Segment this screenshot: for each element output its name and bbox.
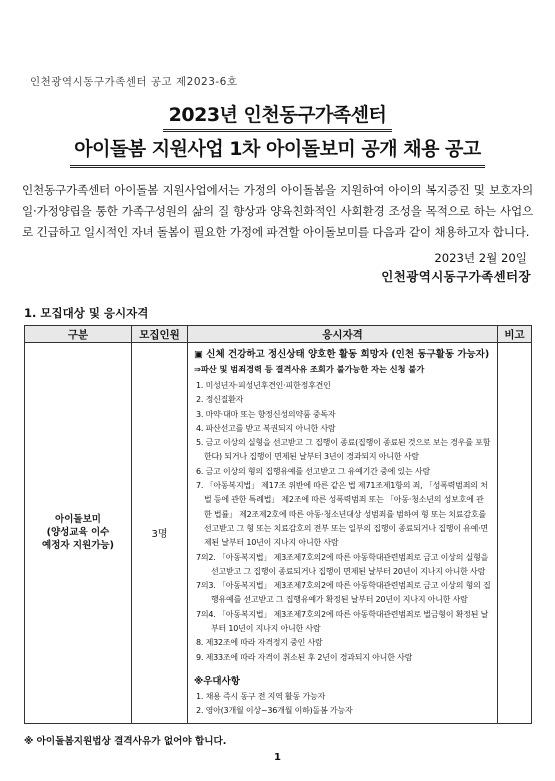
qualification-heading: ▣ 신체 건강하고 정신상태 양호한 활동 희망자 (인천 동구활동 가능자) — [194, 349, 490, 360]
list-item: 6. 금고 이상의 형의 집행유예를 선고받고 그 유예기간 중에 있는 사람 — [196, 466, 430, 476]
list-item: 9. 제33조에 따라 자격이 취소된 후 2년이 경과되지 아니한 사람 — [196, 652, 413, 662]
preference-item: 2. 영아(3개월 이상~36개월 이하)돌봄 가능자 — [196, 706, 353, 716]
category-cell — [25, 343, 132, 724]
list-item: 8. 제32조에 따라 자격정지 중인 사람 — [196, 638, 323, 648]
category-line1: 아이돌보미 — [55, 514, 101, 526]
table-header-row — [25, 326, 532, 343]
page-title-line1-text: 2023년 인천동구가족센터 — [163, 104, 393, 132]
list-item: 2. 정신질환자 — [196, 395, 244, 405]
preference-item: 1. 채용 즉시 동구 전 지역 활동 가능자 — [196, 691, 326, 701]
remarks-cell — [498, 343, 532, 724]
list-item: 7의2. 「아동복지법」 제3조제7호의2에 따른 아동학대관련범죄로 금고 이상의 실형을 선고받고 그 집행이 종료되거나 집행이 면제된 날부터 20년이 지나지 아니한 사람 — [196, 552, 489, 576]
list-item: 7의3. 「아동복지법」 제3조제7호의2에 따른 아동학대관련범죄로 금고 이상의 형의 집행유예를 선고받고 그 집행유예가 확정된 날부터 20년이 지나지 아니한 사람 — [196, 581, 491, 605]
header-category: 구분 — [25, 326, 132, 343]
preference-heading: ※우대사항 — [194, 675, 240, 687]
header-count: 모집인원 — [132, 326, 188, 343]
header-qualification: 응시자격 — [188, 326, 498, 343]
section-title: 1. 모집대상 및 응시자격 — [24, 306, 149, 320]
list-item: 5. 금고 이상의 실형을 선고받고 그 집행이 종료(집행이 종료된 것으로 보는 경우를 포함한다) 되거나 집행이 면제된 날부터 3년이 경과되지 아니한 사람 — [196, 438, 491, 462]
qualification-subheading: ⇒파산 및 범죄경력 등 결격사유 조회가 불가능한 자는 신청 불가 — [194, 364, 425, 374]
announcement-date: 2023년 2월 20일 — [434, 251, 527, 265]
header-remarks: 비고 — [498, 326, 532, 343]
list-item: 4. 파산선고를 받고 복권되지 아니한 사람 — [196, 423, 336, 433]
page-title-line2: 아이돌봄 지원사업 1차 아이돌보미 공개 채용 공고 — [70, 134, 485, 168]
organization-signature: 인천광역시동구가족센터장 — [381, 269, 531, 284]
category-line2: (양성교육 이수 — [46, 527, 110, 539]
category-line3: 예정자 지원가능) — [42, 540, 114, 552]
list-item: 3. 마약·대마 또는 향정신성의약품 중독자 — [196, 409, 336, 419]
page-title-line1 — [0, 100, 555, 127]
qualification-cell — [188, 343, 498, 724]
intro-paragraph: 인천동구가족센터 아이돌봄 지원사업에서는 가정의 아이돌봄을 지원하여 아이의 복지증진 및 보호자의 일·가정양립을 통한 가족구성원의 삶의 질 향상과 양육친화적인 사회환경 조성을 목적으로 하는 사업으로 긴급하고 일시적인 자녀 돌봄이 필요한 가정에 파견할 아이돌보미를 다음과 같이 채용하고자 합니다. — [22, 183, 533, 239]
list-item: 1. 미성년자·피성년후견인·피한정후견인 — [196, 381, 331, 390]
recruitment-table — [24, 325, 532, 724]
table-row — [25, 343, 532, 724]
page-number: 1 — [274, 752, 281, 763]
list-item: 7. 「아동복지법」 제17조 위반에 따른 같은 법 제71조제1항의 죄, 「성폭력범죄의 처벌 등에 관한 특례법」 제2조에 따른 성폭력범죄 또는 「아동·청소년의 성보호에 관한 법률」 제2조제2호에 따른 아동·청소년대상 성범죄를 범하여 형 또는 치료감호를 선고받고 그 형 또는 치료감호의 전부 또는 일부의 집행이 종료되거나 집행이 유예·면제된 날부터 10년이 지나지 아니한 사람 — [196, 481, 489, 548]
footnote: ※ 아이돌봄지원법상 결격사유가 없어야 합니다. — [24, 736, 227, 747]
count-cell: 3명 — [132, 343, 188, 724]
notice-number: 인천광역시동구가족센터 공고 제2023-6호 — [30, 76, 238, 88]
list-item: 7의4. 「아동복지법」 제3조제7호의2에 따른 아동학대관련범죄로 벌금형이 확정된 날부터 10년이 지나지 아니한 사람 — [196, 609, 489, 634]
